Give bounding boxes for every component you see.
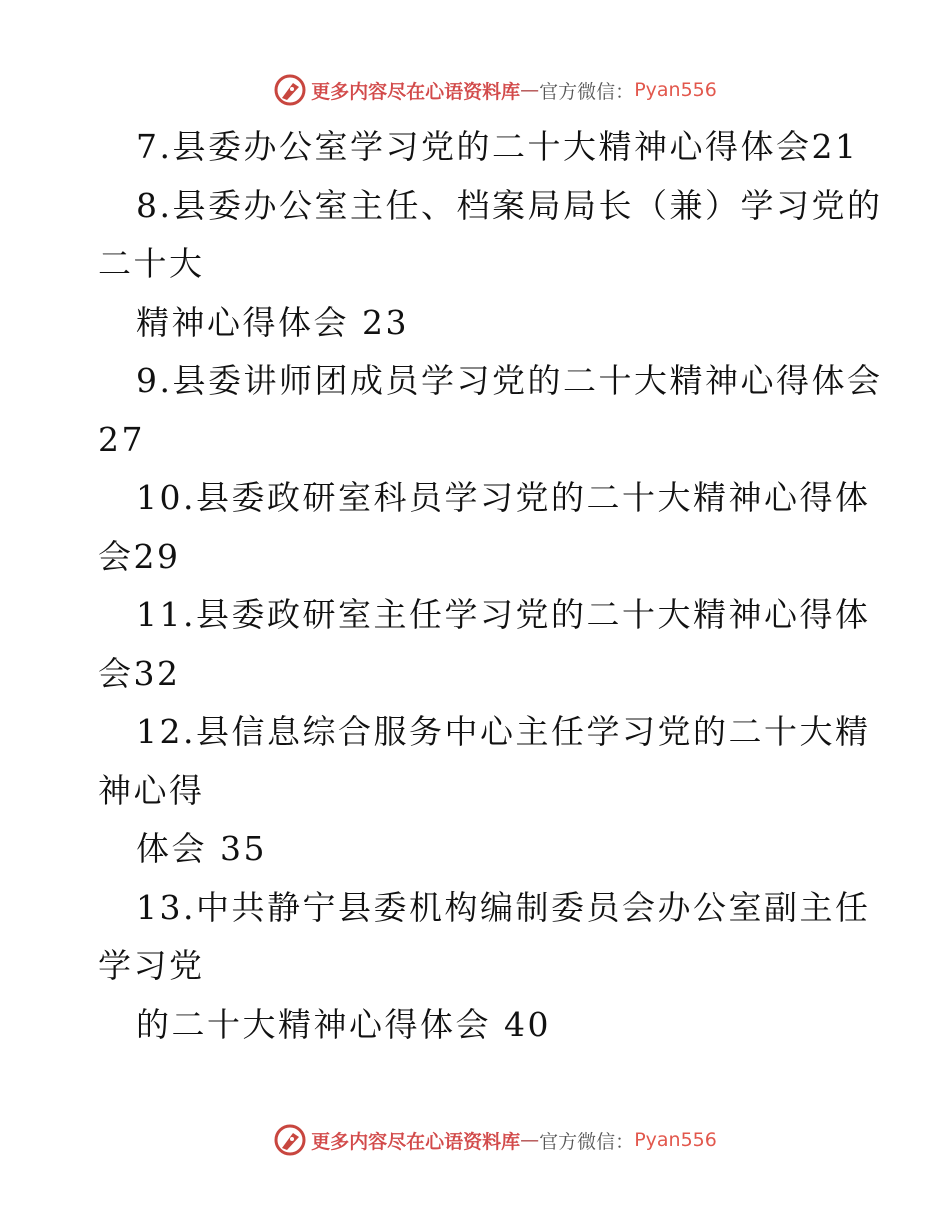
- watermark-wechat-label: 官方微信：: [539, 1130, 635, 1153]
- toc-line: 学习党: [98, 946, 205, 985]
- watermark-wechat-label: 官方微信：: [539, 80, 635, 103]
- watermark-wechat-id: Pyan556: [634, 1129, 717, 1151]
- watermark-footer: [0, 1120, 950, 1160]
- table-of-contents: [98, 118, 883, 1054]
- toc-line: 12.县信息综合服务中心主任学习党的二十大精: [136, 712, 871, 751]
- watermark-title: 更多内容尽在心语资料库: [311, 80, 521, 103]
- pen-nib-logo-icon: [273, 73, 307, 107]
- toc-line: 神心得: [98, 770, 205, 810]
- toc-line: 7.县委办公室学习党的二十大精神心得体会21: [136, 127, 859, 166]
- watermark-header: [0, 70, 950, 110]
- toc-line: 27: [98, 419, 145, 459]
- watermark-separator: —: [520, 1129, 540, 1151]
- pen-nib-logo-icon: [273, 1123, 307, 1157]
- toc-line: 体会 35: [136, 829, 267, 868]
- watermark-content: [273, 1123, 717, 1157]
- toc-line: 11.县委政研室主任学习党的二十大精神心得体: [136, 595, 871, 634]
- toc-line: 二十大: [98, 244, 205, 283]
- watermark-wechat-id: Pyan556: [634, 79, 717, 101]
- toc-line: 会32: [98, 653, 181, 693]
- toc-line: 9.县委讲师团成员学习党的二十大精神心得体会: [136, 361, 883, 400]
- toc-line: 的二十大精神心得体会 40: [136, 1004, 551, 1044]
- toc-line: 精神心得体会 23: [136, 302, 409, 342]
- watermark-content: [273, 73, 717, 107]
- toc-line: 8.县委办公室主任、档案局局长（兼）学习党的: [136, 185, 883, 225]
- toc-line: 13.中共静宁县委机构编制委员会办公室副主任: [136, 887, 871, 927]
- toc-line: 10.县委政研室科员学习党的二十大精神心得体: [136, 478, 871, 517]
- toc-line: 会29: [98, 536, 181, 576]
- watermark-separator: —: [520, 79, 540, 101]
- watermark-title: 更多内容尽在心语资料库: [311, 1130, 521, 1153]
